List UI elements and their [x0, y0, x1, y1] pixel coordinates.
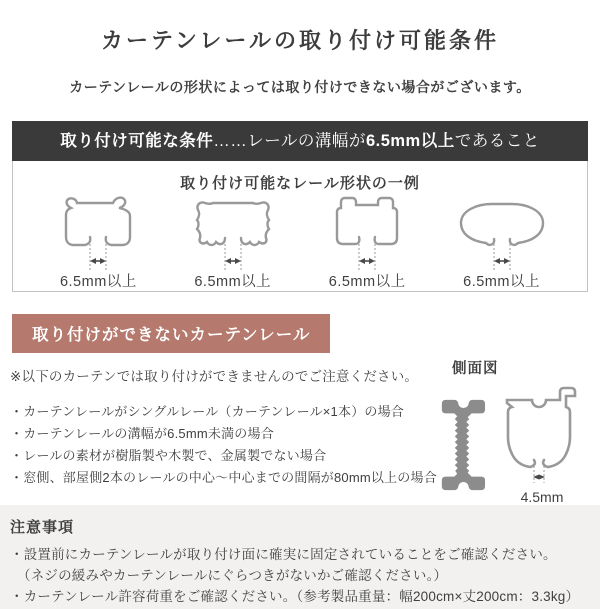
- runner-side-view-icon: [438, 397, 486, 493]
- top-tab-channel-rail-icon: [319, 195, 415, 273]
- condition-banner-highlight: 6.5mm以上: [365, 132, 455, 150]
- incompatible-text-column: [10, 365, 438, 489]
- condition-banner-dots: ……: [213, 132, 248, 150]
- incompatible-section: [10, 361, 590, 505]
- incompatible-bullet-3: ・レールの素材が樹脂製や木製で、金属製でない場合: [10, 448, 327, 463]
- rail-profile-2-dimension: 6.5mm以上: [194, 274, 272, 290]
- notes-title: 注意事項: [10, 519, 75, 536]
- side-view-diagrams: [438, 384, 590, 505]
- condition-banner: [12, 121, 588, 161]
- condition-banner-label: 取り付け可能な条件: [60, 132, 214, 150]
- incompatible-bullet-1: ・カーテンレールがシングルレール（カーテンレール×1本）の場合: [10, 404, 404, 419]
- page-title: カーテンレールの取り付け可能条件: [101, 28, 499, 53]
- rail-examples-row: [13, 195, 587, 291]
- rail-profile-4-dimension: 6.5mm以上: [463, 274, 540, 290]
- notes-line-1: ・設置前にカーテンレールが取り付け面に確実に固定されていることをご確認ください。: [10, 547, 557, 562]
- wavy-decorative-rail-icon: [185, 195, 281, 273]
- page-subtitle: カーテンレールの形状によっては取り付けできない場合がございます。: [69, 79, 531, 95]
- rail-examples-title: 取り付け可能なレール形状の一例: [180, 175, 420, 192]
- rail-profile-figure-2: [170, 195, 296, 291]
- rail-profile-figure-1: [35, 195, 161, 291]
- rail-profile-figure-4: [439, 195, 565, 291]
- rail-examples-box: [12, 161, 588, 292]
- rail-side-view-figure: [498, 384, 586, 505]
- condition-banner-tail: であること: [454, 132, 540, 150]
- notes-line-3: ・カーテンレール許容荷重をご確認ください。（参考製品重量：幅200cm×丈200cm：3.3kg）: [10, 589, 580, 604]
- notes-section: [0, 505, 600, 609]
- incompatible-bullet-4: ・窓側、部屋側2本のレールの中心〜中心までの間隔が80mm以上の場合: [10, 470, 437, 485]
- rail-side-view-dimension: 4.5mm: [520, 489, 564, 505]
- side-view-title: 側面図: [452, 361, 499, 377]
- runner-side-view-figure: [438, 397, 486, 505]
- incompatible-bullet-list: [10, 401, 438, 489]
- condition-banner-mid: レールの溝幅が: [247, 132, 366, 150]
- incompatible-note: ※以下のカーテンでは取り付けができませんのでご注意ください。: [10, 369, 419, 384]
- rail-side-view-icon: [498, 384, 586, 488]
- notes-lines: [10, 544, 590, 607]
- incompatible-banner: 取り付けができないカーテンレール: [12, 314, 330, 353]
- notes-line-2: （ネジの緩みやカーテンレールにぐらつきがないかご確認ください。）: [17, 568, 448, 583]
- oval-capsule-rail-icon: [454, 195, 550, 273]
- rail-profile-3-dimension: 6.5mm以上: [328, 274, 406, 290]
- rail-profile-figure-3: [304, 195, 430, 291]
- incompatible-bullet-2: ・カーテンレールの溝幅が6.5mm未満の場合: [10, 426, 274, 441]
- side-view-block: [438, 357, 590, 505]
- curled-lip-channel-rail-icon: [50, 195, 146, 273]
- rail-profile-1-dimension: 6.5mm以上: [59, 274, 137, 290]
